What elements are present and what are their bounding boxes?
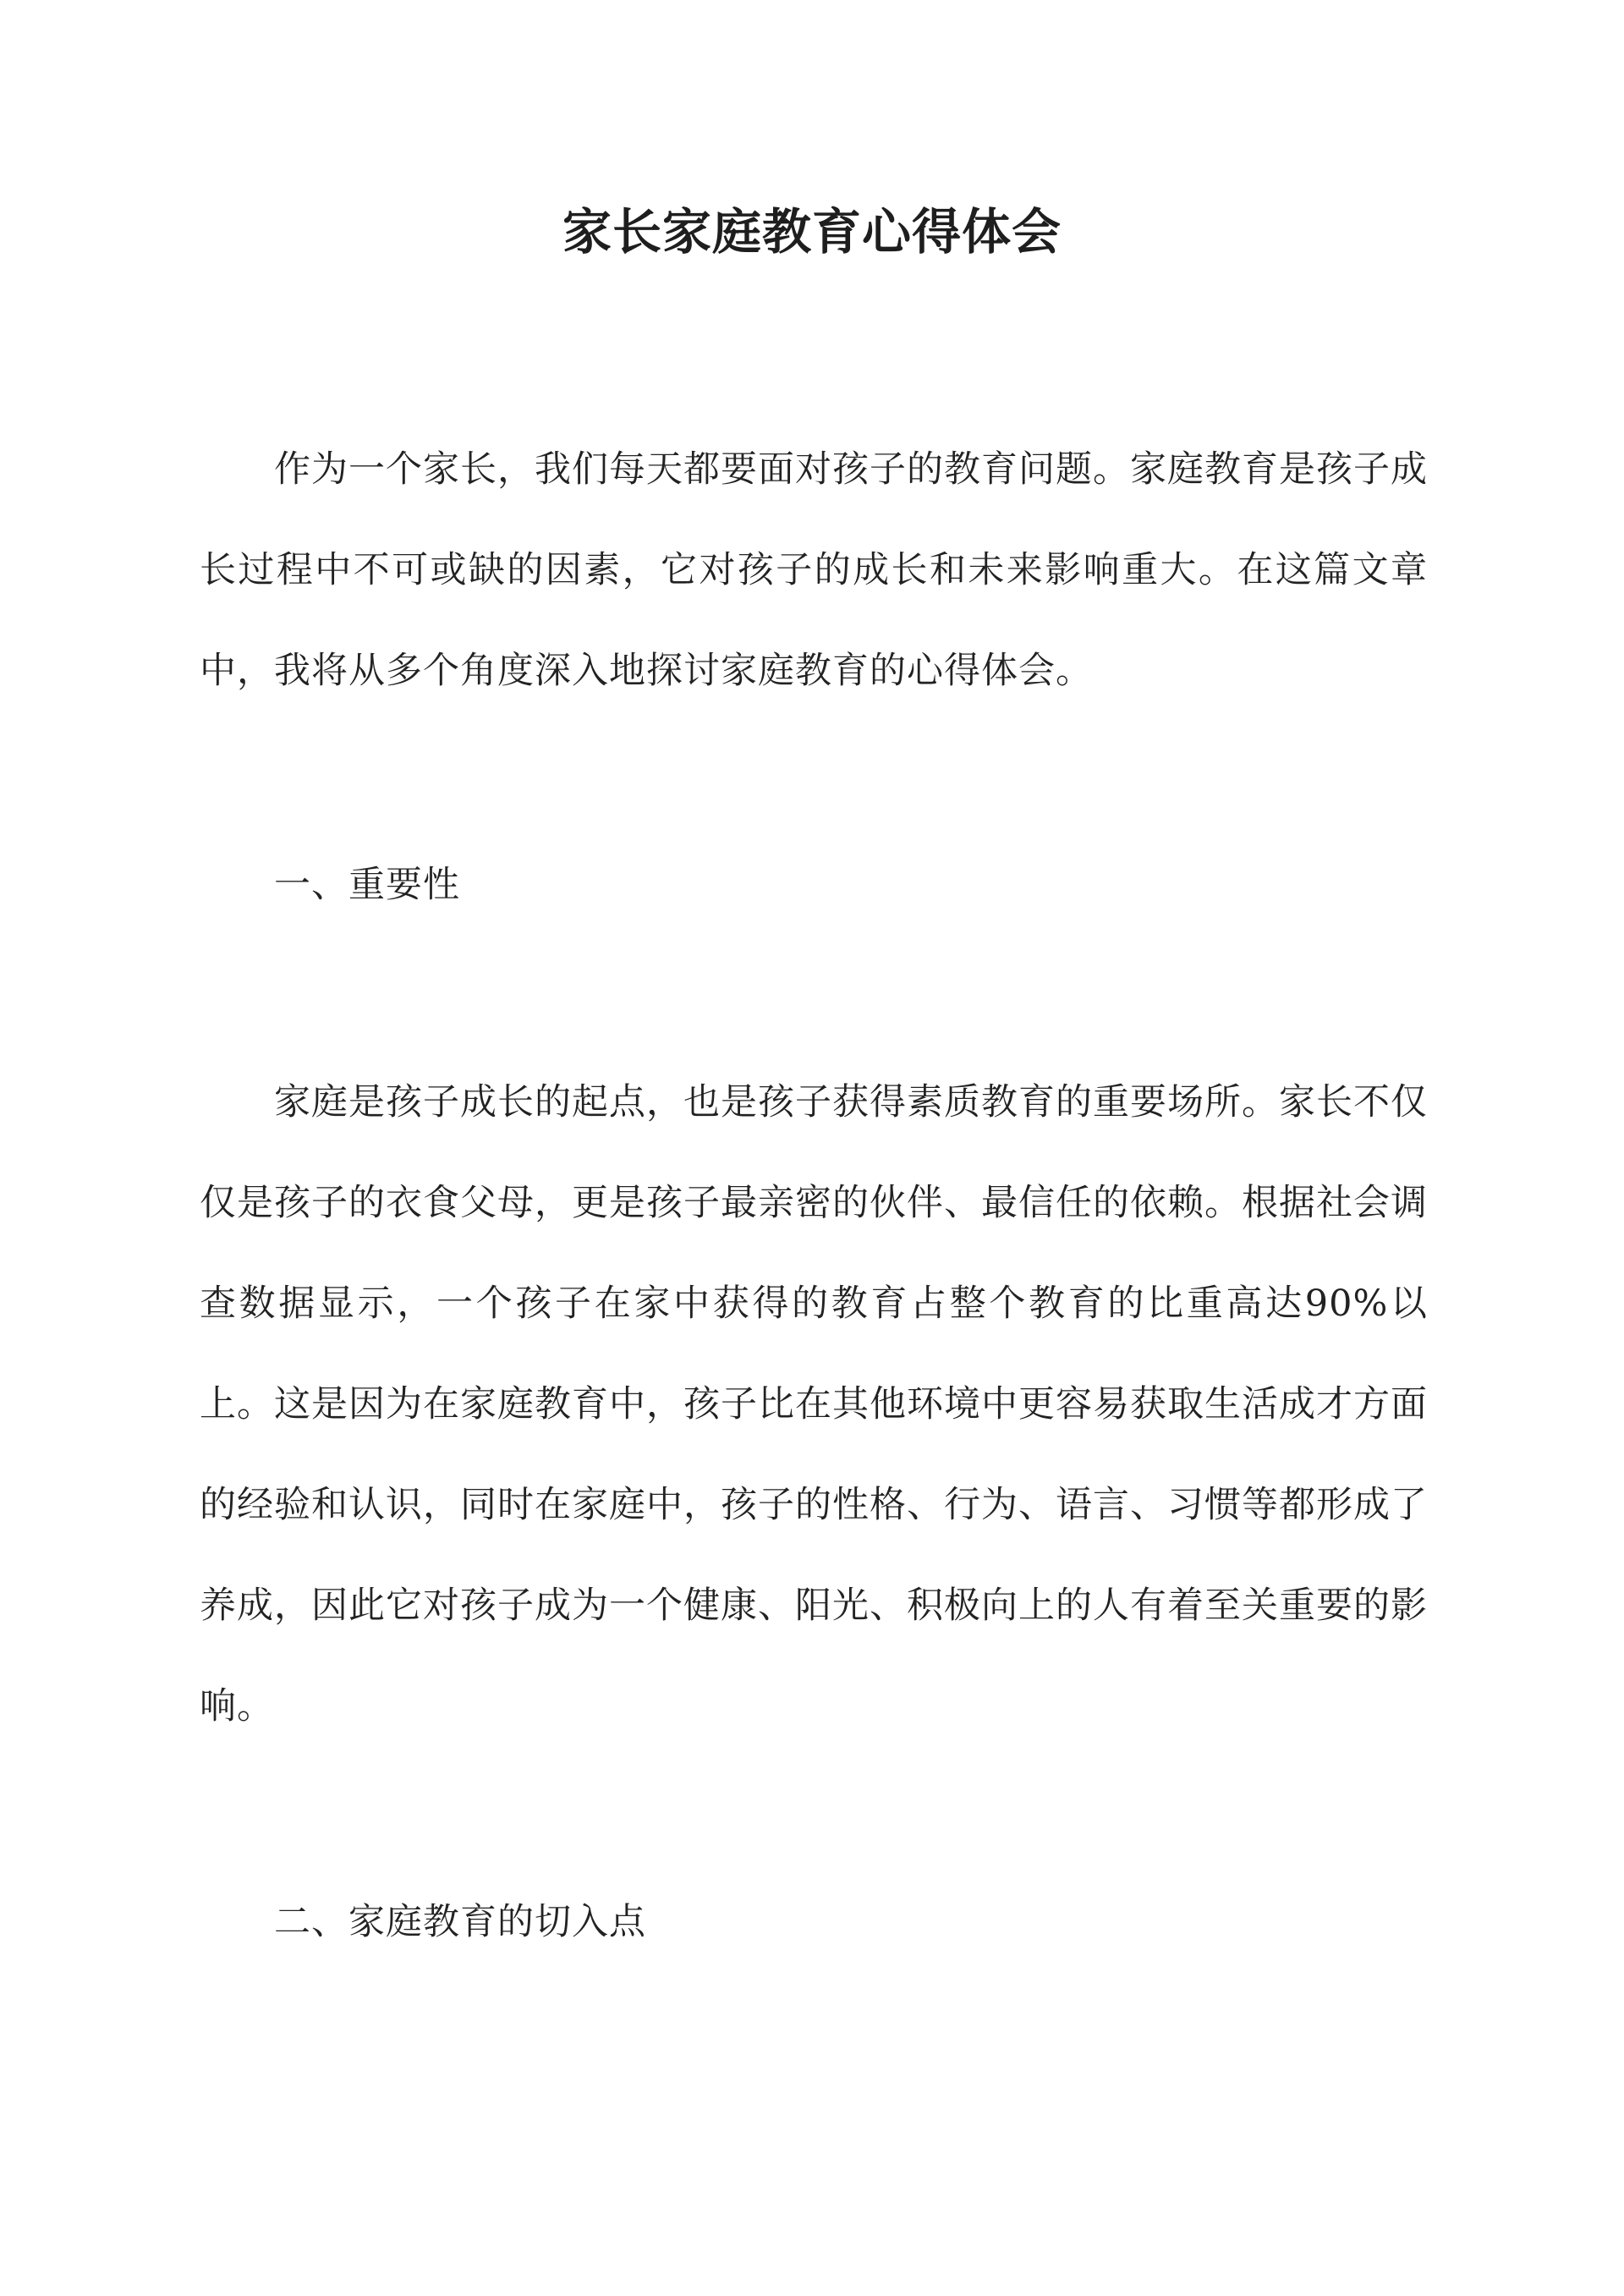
document-title: 家长家庭教育心得体会 [562,203,1062,261]
importance-paragraph: 家庭是孩子成长的起点，也是孩子获得素质教育的重要场所。家长不仅仅是孩子的衣食父母，更是孩子最亲密的伙伴、最信任的依赖。根据社会调查数据显示，一个孩子在家中获得的教育占整个教育的比重高达90%以上。这是因为在家庭教育中，孩子比在其他环境中更容易获取生活成才方面的经验和认识，同时在家庭中，孩子的性格、行为、语言、习惯等都形成了养成，因此它对孩子成为一个健康、阳光、积极向上的人有着至关重要的影响。 [200,1081,1428,1727]
intro-paragraph: 作为一个家长，我们每天都要面对孩子的教育问题。家庭教育是孩子成长过程中不可或缺的因素，它对孩子的成长和未来影响重大。在这篇文章中，我将从多个角度深入地探讨家庭教育的心得体会。 [200,448,1428,692]
section-heading-entry-point: 二、家庭教育的切入点 [274,1901,646,1943]
section-heading-importance: 一、重要性 [274,864,460,906]
